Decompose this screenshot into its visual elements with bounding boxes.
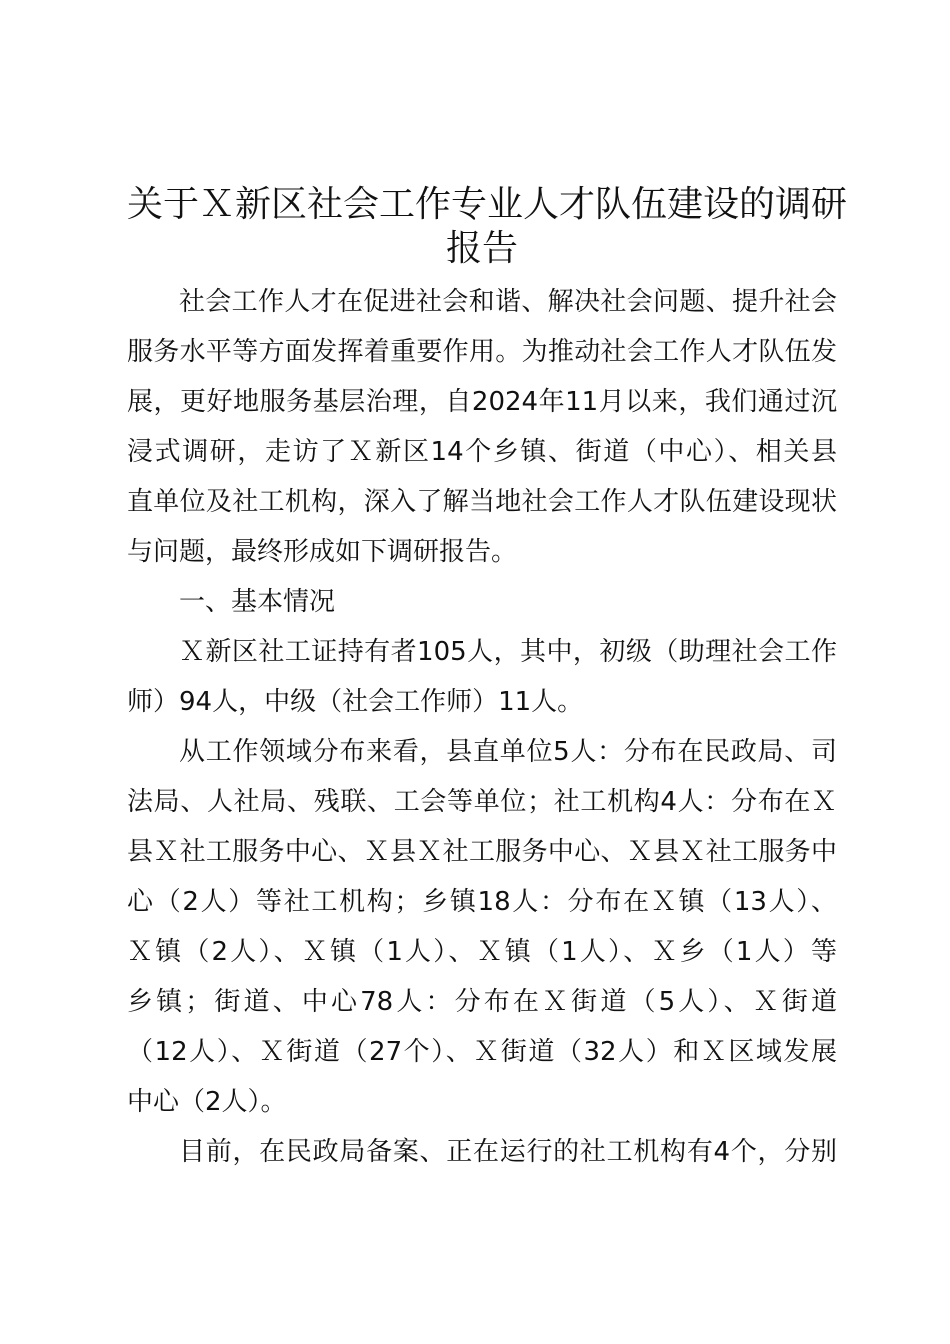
paragraph-line: 直单位及社工机构，深入了解当地社会工作人才队伍建设现状	[127, 487, 837, 517]
title-line-1: 关于Ｘ新区社会工作专业人才队伍建设的调研	[127, 184, 848, 225]
document-body	[127, 277, 837, 1177]
paragraph-line: 展，更好地服务基层治理，自2024年11月以来，我们通过沉	[127, 387, 837, 417]
paragraph-certificates	[127, 627, 837, 727]
paragraph-line: 师）94人，中级（社会工作师）11人。	[127, 687, 584, 717]
paragraph-line: 从工作领域分布来看，县直单位5人：分布在民政局、司	[179, 737, 837, 767]
section-heading	[127, 577, 837, 627]
paragraph-organizations	[127, 1127, 837, 1177]
paragraph-line: 浸式调研，走访了Ｘ新区14个乡镇、街道（中心）、相关县	[127, 437, 837, 467]
paragraph-intro	[127, 277, 837, 577]
document-title	[127, 183, 848, 271]
paragraph-line: Ｘ新区社工证持有者105人，其中，初级（助理社会工作	[179, 637, 837, 667]
paragraph-line: （12人）、Ｘ街道（27个）、Ｘ街道（32人）和Ｘ区域发展	[127, 1037, 837, 1067]
paragraph-line: 心（2人）等社工机构；乡镇18人：分布在Ｘ镇（13人）、	[127, 887, 837, 917]
paragraph-line: 法局、人社局、残联、工会等单位；社工机构4人：分布在Ｘ	[127, 787, 837, 817]
paragraph-line: 目前，在民政局备案、正在运行的社工机构有4个，分别	[179, 1137, 837, 1167]
paragraph-line: Ｘ镇（2人）、Ｘ镇（1人）、Ｘ镇（1人）、Ｘ乡（1人）等	[127, 937, 837, 967]
paragraph-line: 中心（2人）。	[127, 1087, 287, 1117]
section-heading-text: 一、基本情况	[179, 587, 336, 617]
document-page	[127, 183, 848, 1177]
paragraph-line: 乡镇；街道、中心78人：分布在Ｘ街道（5人）、Ｘ街道	[127, 987, 837, 1017]
paragraph-distribution	[127, 727, 837, 1127]
paragraph-line: 县Ｘ社工服务中心、Ｘ县Ｘ社工服务中心、Ｘ县Ｘ社工服务中	[127, 837, 837, 867]
paragraph-line: 与问题，最终形成如下调研报告。	[127, 537, 518, 567]
paragraph-line: 社会工作人才在促进社会和谐、解决社会问题、提升社会	[179, 287, 837, 317]
title-line-2: 报告	[445, 228, 518, 269]
paragraph-line: 服务水平等方面发挥着重要作用。为推动社会工作人才队伍发	[127, 337, 837, 367]
